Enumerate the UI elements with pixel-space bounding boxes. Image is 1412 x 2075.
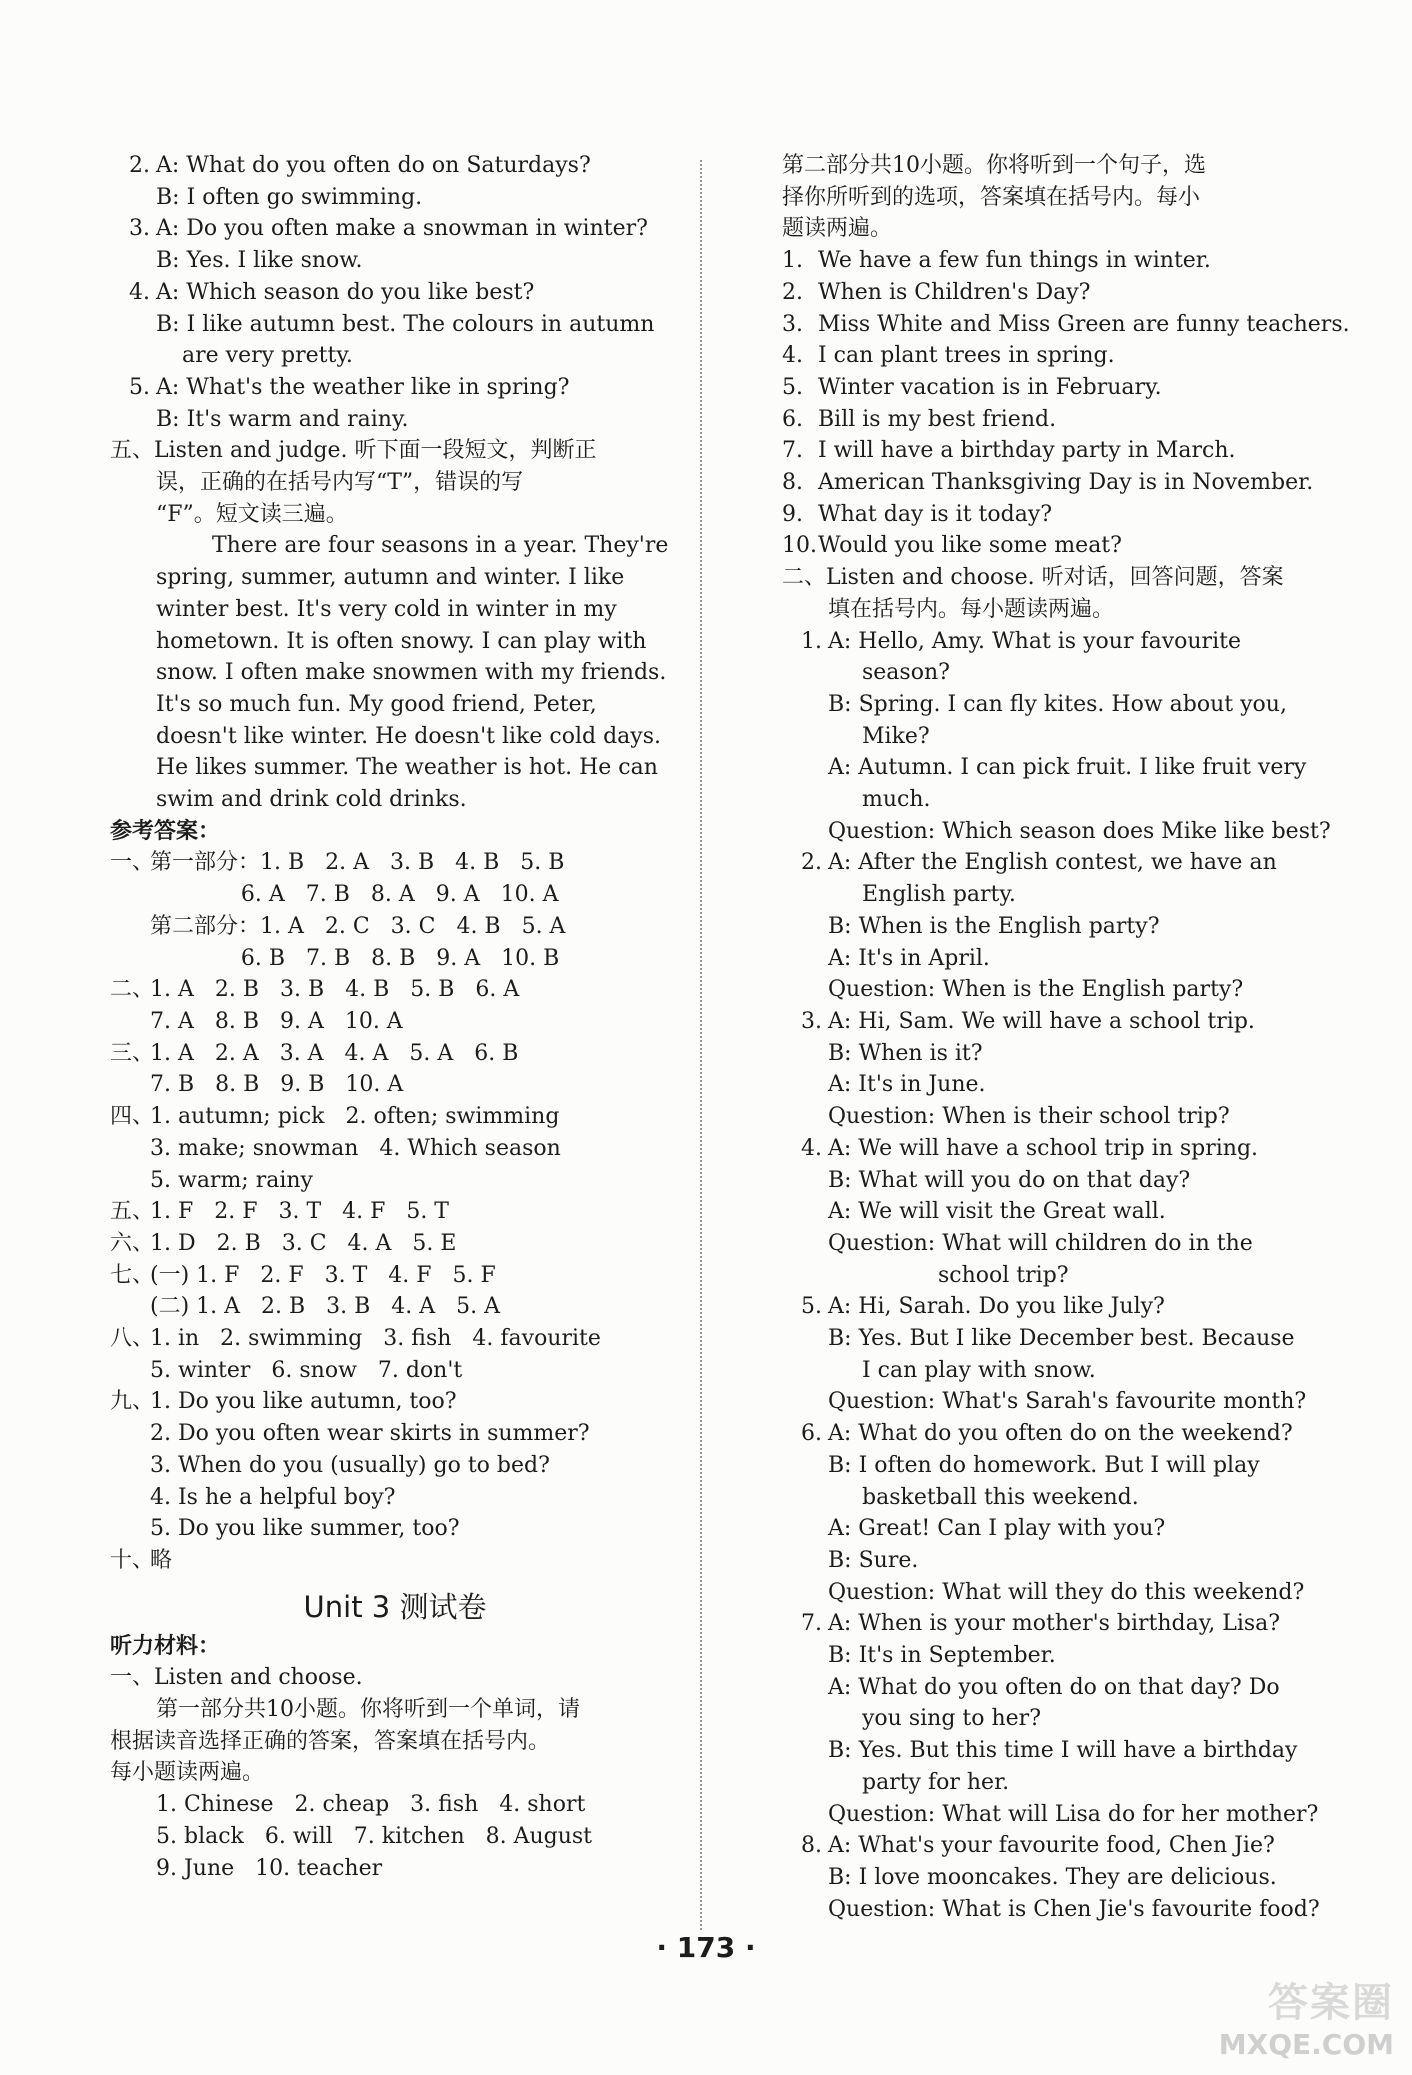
left-column: [110, 150, 680, 1884]
item-number: [782, 721, 822, 753]
answer-text: 第一部分：1. B 2. A 3. B 4. B 5. B: [150, 850, 565, 876]
dialog-line: [782, 784, 1312, 816]
section-heading: 五、Listen and judge. 听下面一段短文，判断正: [110, 438, 597, 464]
dialog-line: [782, 1069, 1312, 1101]
dialog-line: [782, 1735, 1312, 1767]
item-number: 6.: [782, 406, 803, 432]
dialog-text: B: Yes. But I like December best. Because: [828, 1326, 1295, 1352]
sentence-item: [782, 245, 1312, 277]
section-heading: 一、Listen and choose.: [110, 1665, 363, 1691]
dialog-line: [782, 1133, 1312, 1165]
item-number: 8.: [782, 470, 803, 496]
dialog-text: A: Do you often make a snowman in winter?: [156, 216, 648, 242]
answer-section-number: 七、: [110, 1262, 155, 1288]
dialog-text: Question: What will children do in the: [828, 1230, 1253, 1256]
section-heading: 填在括号内。每小题读两遍。: [828, 596, 1115, 622]
answer-line: [110, 1165, 680, 1197]
dialog-text: Question: What's Sarah's favourite month?: [828, 1389, 1307, 1415]
dialog-line: [782, 816, 1331, 848]
dialog-line: B: It's warm and rainy.: [156, 406, 409, 432]
answer-section-number: [110, 1069, 150, 1101]
answer-section-number: 一、: [110, 850, 155, 876]
passage-line: He likes summer. The weather is hot. He can: [156, 755, 658, 781]
dialog-text: B: What will you do on that day?: [828, 1167, 1191, 1193]
dialog-text: much.: [862, 787, 931, 813]
item-number: 5.: [129, 374, 150, 400]
dialog-text: A: What's the weather like in spring?: [156, 374, 570, 400]
dialog-line: [782, 847, 1312, 879]
item-number: [782, 784, 822, 816]
listening-heading: 听力材料：: [110, 1632, 221, 1659]
instruction-line: 择你所听到的选项，答案填在括号内。每小: [782, 184, 1201, 210]
unit-title: Unit 3 测试卷: [303, 1589, 487, 1624]
sentence-item: [782, 277, 1312, 309]
dialog-line: [782, 752, 1312, 784]
dialog-line: [782, 1165, 1312, 1197]
answer-section-number: [110, 1133, 150, 1165]
answer-line: [110, 1545, 680, 1577]
answer-line: [110, 1482, 680, 1514]
dialog-text: B: Yes. But this time I will have a birthday: [828, 1738, 1298, 1764]
sentence-item: [782, 372, 1312, 404]
dialog-text: A: What's your favourite food, Chen Jie?: [828, 1833, 1275, 1859]
item-number: 9.: [782, 501, 803, 527]
passage-line: winter best. It's very cold in winter in my: [156, 596, 617, 622]
answer-text: 1. A 2. B 3. B 4. B 5. B 6. A: [150, 977, 520, 1003]
item-number: [782, 1735, 822, 1767]
dialog-line: [782, 1513, 1312, 1545]
answer-text: 第二部分：1. A 2. C 3. C 4. B 5. A: [150, 913, 566, 939]
item-number: [782, 1038, 822, 1070]
dialog-line: [782, 1228, 1312, 1260]
word-list-line: 9. June 10. teacher: [156, 1855, 383, 1881]
dialog-line: [110, 277, 680, 309]
dialog-line: [782, 1862, 1312, 1894]
dialog-text: B: When is the English party?: [828, 913, 1160, 939]
dialog-line: [782, 1386, 1312, 1418]
answer-line: [110, 943, 680, 975]
answer-section-number: 十、: [110, 1547, 155, 1573]
item-number: [782, 1482, 822, 1514]
section-heading: 二、Listen and choose. 听对话，回答问题，答案: [782, 565, 1284, 591]
dialog-text: A: It's in June.: [828, 1072, 986, 1098]
passage-line: spring, summer, autumn and winter. I like: [156, 565, 625, 591]
answer-section-number: 四、: [110, 1104, 155, 1130]
watermark-url: MXQE.COM: [1218, 2028, 1394, 2061]
dialog-text: Question: Which season does Mike like best?: [828, 818, 1331, 844]
item-number: [782, 879, 822, 911]
dialog-text: you sing to her?: [862, 1706, 1041, 1732]
answer-section-number: [110, 1450, 150, 1482]
item-number: [782, 1513, 822, 1545]
answer-section-number: 九、: [110, 1389, 155, 1415]
dialog-text: A: What do you often do on Saturdays?: [156, 153, 591, 178]
answer-text: 7. A 8. B 9. A 10. A: [150, 1008, 403, 1034]
item-number: 2.: [782, 279, 803, 305]
answer-line: [110, 847, 680, 879]
dialog-line: B: I like autumn best. The colours in autumn: [156, 311, 655, 337]
passage-line: It's so much fun. My good friend, Peter,: [156, 691, 597, 717]
item-number: [782, 1672, 822, 1704]
answer-text: 1. D 2. B 3. C 4. A 5. E: [150, 1230, 457, 1256]
dialog-line: [782, 1767, 1312, 1799]
sentence-text: What day is it today?: [818, 501, 1053, 527]
sentence-text: We have a few fun things in winter.: [818, 248, 1211, 274]
page-number: · 173 ·: [656, 1931, 756, 1964]
dialog-line: [110, 213, 680, 245]
item-number: [782, 1640, 822, 1672]
dialog-line: [782, 1703, 1312, 1735]
dialog-line: [782, 721, 1312, 753]
watermark-logo: [1219, 1971, 1394, 2061]
passage-line: snow. I often make snowmen with my friends.: [156, 660, 667, 686]
dialog-line: [782, 1006, 1312, 1038]
item-number: [782, 1260, 822, 1292]
dialog-line: [110, 150, 680, 182]
item-number: 3.: [801, 1008, 822, 1034]
item-number: 6.: [801, 1421, 822, 1447]
sentence-text: Bill is my best friend.: [818, 406, 1057, 432]
word-list-line: 1. Chinese 2. cheap 3. fish 4. short: [156, 1792, 586, 1818]
answer-text: 4. Is he a helpful boy?: [150, 1484, 396, 1510]
dialog-line: [782, 1482, 1312, 1514]
sentence-text: Would you like some meat?: [818, 533, 1122, 559]
item-number: 4.: [129, 279, 150, 305]
instruction-line: 题读两遍。: [782, 216, 893, 242]
answer-line: [110, 879, 680, 911]
dialog-text: party for her.: [862, 1769, 1010, 1795]
dialog-text: B: When is it?: [828, 1040, 983, 1066]
dialog-line: [782, 1418, 1312, 1450]
item-number: [782, 1767, 822, 1799]
passage-line: doesn't like winter. He doesn't like cold days.: [156, 723, 661, 749]
dialog-line: [782, 1608, 1312, 1640]
answer-section-number: 三、: [110, 1040, 155, 1066]
answer-line: [110, 1323, 680, 1355]
passage-line: hometown. It is often snowy. I can play with: [156, 628, 647, 654]
item-number: [782, 657, 822, 689]
answer-text: 略: [150, 1547, 173, 1573]
word-list-line: 5. black 6. will 7. kitchen 8. August: [156, 1823, 593, 1849]
dialog-text: A: Hi, Sarah. Do you like July?: [828, 1294, 1165, 1320]
sentence-item: [782, 530, 1312, 562]
sentence-item: [782, 309, 1350, 341]
dialog-line: [782, 1260, 1312, 1292]
dialog-text: B: I love mooncakes. They are delicious.: [828, 1864, 1277, 1890]
dialog-text: A: Great! Can I play with you?: [828, 1516, 1166, 1542]
dialog-line: [110, 372, 680, 404]
answer-line: [110, 911, 680, 943]
item-number: [782, 752, 822, 784]
dialog-line: [782, 689, 1312, 721]
item-number: [782, 816, 822, 848]
dialog-line: [782, 1291, 1312, 1323]
dialog-line: [782, 1894, 1320, 1926]
item-number: [782, 943, 822, 975]
item-number: 4.: [801, 1135, 822, 1161]
dialog-line: B: I often go swimming.: [156, 184, 423, 210]
answer-text: 5. winter 6. snow 7. don't: [150, 1357, 463, 1383]
answer-line: [110, 1196, 680, 1228]
dialog-text: B: I often do homework. But I will play: [828, 1452, 1260, 1478]
dialog-line: [782, 1672, 1312, 1704]
answer-text: 5. warm; rainy: [150, 1167, 313, 1193]
dialog-text: Question: What will Lisa do for her mother?: [828, 1801, 1319, 1827]
item-number: 1.: [801, 628, 822, 654]
dialog-line: [782, 974, 1312, 1006]
answer-text: 1. Do you like autumn, too?: [150, 1389, 457, 1415]
answer-section-number: 八、: [110, 1326, 155, 1352]
item-number: 3.: [129, 216, 150, 242]
answer-text: 1. F 2. F 3. T 4. F 5. T: [150, 1199, 449, 1225]
dialog-line: [782, 1577, 1312, 1609]
answer-line: [110, 974, 680, 1006]
answer-line: [110, 1291, 680, 1323]
dialog-line: [782, 1355, 1312, 1387]
dialog-line: [782, 1038, 1312, 1070]
answer-text: 1. A 2. A 3. A 4. A 5. A 6. B: [150, 1040, 519, 1066]
section-heading: “F”。短文读三遍。: [156, 501, 348, 527]
item-number: 7.: [782, 438, 803, 464]
instruction-line: 根据读音选择正确的答案，答案填在括号内。: [110, 1728, 551, 1754]
dialog-text: Question: When is the English party?: [828, 977, 1244, 1003]
dialog-line: [782, 1799, 1319, 1831]
dialog-text: I can play with snow.: [862, 1357, 1096, 1383]
section-heading: 误，正确的在括号内写“T”，错误的写: [156, 470, 524, 496]
dialog-line: [782, 1196, 1312, 1228]
answer-line: [110, 1355, 680, 1387]
item-number: [782, 1196, 822, 1228]
item-number: [782, 974, 822, 1006]
answer-text: (一) 1. F 2. F 3. T 4. F 5. F: [150, 1262, 496, 1288]
answer-line: [110, 1038, 680, 1070]
answer-section-number: 二、: [110, 977, 155, 1003]
answer-line: [110, 1228, 680, 1260]
dialog-text: A: We will visit the Great wall.: [828, 1199, 1166, 1225]
dialog-text: Question: When is their school trip?: [828, 1104, 1230, 1130]
answer-section-number: [110, 1355, 150, 1387]
item-number: [782, 1165, 822, 1197]
item-number: 2.: [801, 850, 822, 876]
answer-section-number: 六、: [110, 1230, 155, 1256]
item-number: [782, 1862, 822, 1894]
dialog-line: [782, 1545, 1312, 1577]
instruction-line: 每小题读两遍。: [110, 1760, 265, 1786]
answer-text: 1. in 2. swimming 3. fish 4. favourite: [150, 1326, 601, 1352]
dialog-line: [782, 626, 1312, 658]
dialog-text: A: Hi, Sam. We will have a school trip.: [828, 1008, 1255, 1034]
answer-line: [110, 1513, 680, 1545]
sentence-text: When is Children's Day?: [818, 279, 1091, 305]
dialog-text: A: Autumn. I can pick fruit. I like fruit very: [828, 755, 1307, 781]
dialog-line: B: Yes. I like snow.: [156, 248, 363, 274]
dialog-text: A: What do you often do on the weekend?: [828, 1421, 1293, 1447]
dialog-line: [782, 1640, 1312, 1672]
sentence-text: Winter vacation is in February.: [818, 374, 1162, 400]
answer-text: 3. make; snowman 4. Which season: [150, 1135, 561, 1161]
dialog-line: [782, 1101, 1312, 1133]
dialog-text: B: It's in September.: [828, 1643, 1056, 1669]
dialog-text: A: After the English contest, we have an: [828, 850, 1277, 876]
item-number: 5.: [782, 374, 803, 400]
answer-section-number: [110, 943, 150, 975]
dialog-text: A: We will have a school trip in spring.: [828, 1135, 1259, 1161]
answer-text: 2. Do you often wear skirts in summer?: [150, 1421, 590, 1447]
answer-line: [110, 1006, 680, 1038]
item-number: [782, 1545, 822, 1577]
answer-line: [110, 1133, 680, 1165]
answer-line: [110, 1450, 680, 1482]
right-column: [782, 150, 1350, 1925]
sentence-item: [782, 499, 1312, 531]
sentence-item: [782, 404, 1312, 436]
item-number: [782, 1386, 822, 1418]
sentence-item: [782, 467, 1312, 499]
dialog-text: season?: [862, 660, 950, 686]
item-number: [782, 1323, 822, 1355]
answer-section-number: [110, 879, 150, 911]
answer-text: 1. autumn; pick 2. often; swimming: [150, 1104, 560, 1130]
answer-text: 3. When do you (usually) go to bed?: [150, 1452, 550, 1478]
item-number: 5.: [801, 1294, 822, 1320]
watermark-logo-text: 答案圈: [1268, 1980, 1394, 2026]
dialog-line: [782, 657, 1312, 689]
dialog-text: A: Hello, Amy. What is your favourite: [828, 628, 1241, 654]
answers-heading: 参考答案：: [110, 817, 221, 844]
item-number: [782, 1450, 822, 1482]
answer-line: [110, 1101, 680, 1133]
sentence-item: [782, 435, 1312, 467]
dialog-line: [782, 1830, 1312, 1862]
dialog-text: Question: What is Chen Jie's favourite food?: [828, 1896, 1320, 1922]
instruction-line: 第一部分共10小题。你将听到一个单词，请: [156, 1697, 580, 1723]
item-number: 3.: [782, 311, 803, 337]
item-number: [782, 911, 822, 943]
dialog-line: [782, 879, 1312, 911]
answer-section-number: [110, 1418, 150, 1450]
item-number: [782, 689, 822, 721]
answer-text: 5. Do you like summer, too?: [150, 1516, 460, 1542]
dialog-line: [782, 1323, 1312, 1355]
dialog-line: [782, 1450, 1312, 1482]
item-number: [782, 1577, 822, 1609]
item-number: [782, 1799, 822, 1831]
dialog-text: Question: What will they do this weekend?: [828, 1579, 1305, 1605]
dialog-line: [782, 943, 1312, 975]
answer-section-number: 五、: [110, 1199, 155, 1225]
dialog-text: school trip?: [938, 1262, 1069, 1288]
item-number: 8.: [801, 1833, 822, 1859]
dialog-text: A: When is your mother's birthday, Lisa?: [828, 1611, 1281, 1637]
answer-line: [110, 1418, 680, 1450]
dialog-line: are very pretty.: [182, 343, 353, 369]
sentence-item: [782, 340, 1312, 372]
answer-section-number: [110, 1006, 150, 1038]
dialog-text: B: Sure.: [828, 1547, 919, 1573]
dialog-text: A: Which season do you like best?: [156, 279, 535, 305]
answer-text: 7. B 8. B 9. B 10. A: [150, 1072, 404, 1098]
item-number: 10.: [782, 533, 817, 559]
item-number: [782, 1101, 822, 1133]
dialog-text: A: What do you often do on that day? Do: [828, 1674, 1280, 1700]
item-number: 1.: [782, 248, 803, 274]
answer-text: 6. A 7. B 8. A 9. A 10. A: [150, 882, 559, 908]
item-number: 7.: [801, 1611, 822, 1637]
item-number: 2.: [129, 153, 150, 178]
item-number: [782, 1703, 822, 1735]
answer-text: (二) 1. A 2. B 3. B 4. A 5. A: [150, 1294, 500, 1320]
item-number: 4.: [782, 343, 803, 369]
column-divider: [700, 160, 702, 1930]
answer-line: [110, 1260, 680, 1292]
sentence-text: American Thanksgiving Day is in November.: [818, 470, 1314, 496]
dialog-text: basketball this weekend.: [862, 1484, 1139, 1510]
answer-section-number: [110, 1513, 150, 1545]
item-number: [782, 1894, 822, 1926]
passage-line: swim and drink cold drinks.: [156, 787, 467, 813]
sentence-text: Miss White and Miss Green are funny teachers.: [818, 311, 1350, 337]
answer-section-number: [110, 1165, 150, 1197]
dialog-text: Mike?: [862, 723, 930, 749]
answer-text: 6. B 7. B 8. B 9. A 10. B: [150, 945, 560, 971]
sentence-text: I will have a birthday party in March.: [818, 438, 1236, 464]
item-number: [782, 1228, 822, 1260]
answer-line: [110, 1386, 680, 1418]
passage-line: There are four seasons in a year. They're: [212, 533, 669, 559]
answer-line: [110, 1069, 680, 1101]
dialog-text: English party.: [862, 882, 1016, 908]
item-number: [782, 1069, 822, 1101]
answer-section-number: [110, 1482, 150, 1514]
dialog-text: B: Spring. I can fly kites. How about you,: [828, 691, 1287, 717]
item-number: [782, 1355, 822, 1387]
sentence-text: I can plant trees in spring.: [818, 343, 1115, 369]
instruction-line: 第二部分共10小题。你将听到一个句子，选: [782, 153, 1206, 178]
answer-section-number: [110, 1291, 150, 1323]
dialog-line: [782, 911, 1312, 943]
dialog-text: A: It's in April.: [828, 945, 990, 971]
answer-section-number: [110, 911, 150, 943]
